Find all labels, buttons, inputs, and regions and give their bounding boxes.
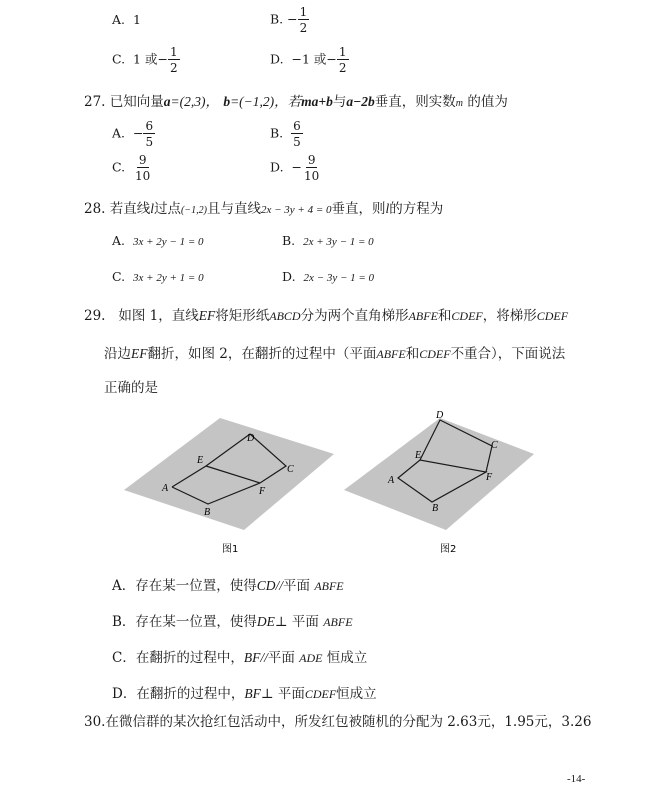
- q27-option-b: B. $\frac{6}{5}$: [270, 119, 301, 149]
- label-e: E: [415, 450, 422, 461]
- q28-option-d: D. 2x − 3y − 1 = 0: [282, 269, 375, 284]
- label-d: D: [436, 410, 444, 421]
- caption: 图1: [222, 544, 239, 555]
- q26-option-b: B. − $\frac{1}{2}$: [270, 5, 308, 35]
- label-a: A: [388, 475, 395, 486]
- label-f: F: [259, 486, 266, 497]
- q28-stem: 28. 若直线l过点(−1,2)且与直线2x − 3y + 4 = 0垂直，则l的方程为: [84, 201, 444, 217]
- q27-stem: 27. 已知向量a=(2,3)， b=(−1,2)，若ma+b与a−2b垂直，则实数m 的值为: [84, 94, 508, 110]
- q28-option-b: B. 2x + 3y − 1 = 0: [282, 233, 374, 248]
- label-f: F: [486, 472, 493, 483]
- label-a: A: [162, 483, 169, 494]
- q29-stem-line2: 沿边EF翻折，如图 2，在翻折的过程中（平面ABFE和CDEF不重合），下面说法: [104, 346, 566, 362]
- q27-option-a: A. − $\frac{6}{5}$: [112, 119, 154, 149]
- figure-1: [120, 412, 340, 562]
- q29-stem-line1: 29. 如图 1，直线EF将矩形纸ABCD分为两个直角梯形ABFE和CDEF，将梯形CDEF: [84, 308, 569, 324]
- q29-option-a: A．存在某一位置，使得CD//平面 ABFE: [112, 578, 344, 594]
- fraction: $\frac{1}{2}$: [299, 5, 308, 35]
- q29-option-d: D．在翻折的过程中，BF⊥ 平面CDEF恒成立: [112, 686, 377, 702]
- q26-option-a: A. 1: [112, 12, 141, 27]
- q29-stem-line3: 正确的是: [104, 380, 158, 396]
- q27-option-d: D. − $\frac{9}{10}$: [270, 153, 320, 183]
- q26-option-c: C. 1 或− $\frac{1}{2}$: [112, 45, 178, 75]
- label-c: C: [491, 440, 498, 451]
- q27-option-c: C. $\frac{9}{10}$: [112, 153, 151, 183]
- fraction: $\frac{1}{2}$: [338, 45, 347, 75]
- fraction: $\frac{1}{2}$: [169, 45, 178, 75]
- q30-stem: 30.在微信群的某次抢红包活动中，所发红包被随机的分配为 2.63元，1.95元，3.26: [84, 714, 592, 730]
- plane-shape: [344, 418, 534, 530]
- q29-option-c: C．在翻折的过程中，BF//平面 ADE 恒成立: [112, 650, 368, 666]
- page-number: -14-: [567, 773, 586, 785]
- q28-option-c: C. 3x + 2y + 1 = 0: [112, 269, 204, 284]
- label-b: B: [432, 503, 439, 514]
- q29-option-b: B．存在某一位置，使得DE⊥ 平面 ABFE: [112, 614, 353, 630]
- plane-shape: [124, 418, 334, 530]
- figure-2: [340, 408, 536, 558]
- q28-option-a: A. 3x + 2y − 1 = 0: [112, 233, 204, 248]
- label-b: B: [204, 507, 211, 518]
- label-e: E: [197, 455, 204, 466]
- q26-option-d: D. −1 或− $\frac{1}{2}$: [270, 45, 347, 75]
- caption: 图2: [440, 544, 457, 555]
- label-c: C: [287, 464, 294, 475]
- label-d: D: [247, 433, 255, 444]
